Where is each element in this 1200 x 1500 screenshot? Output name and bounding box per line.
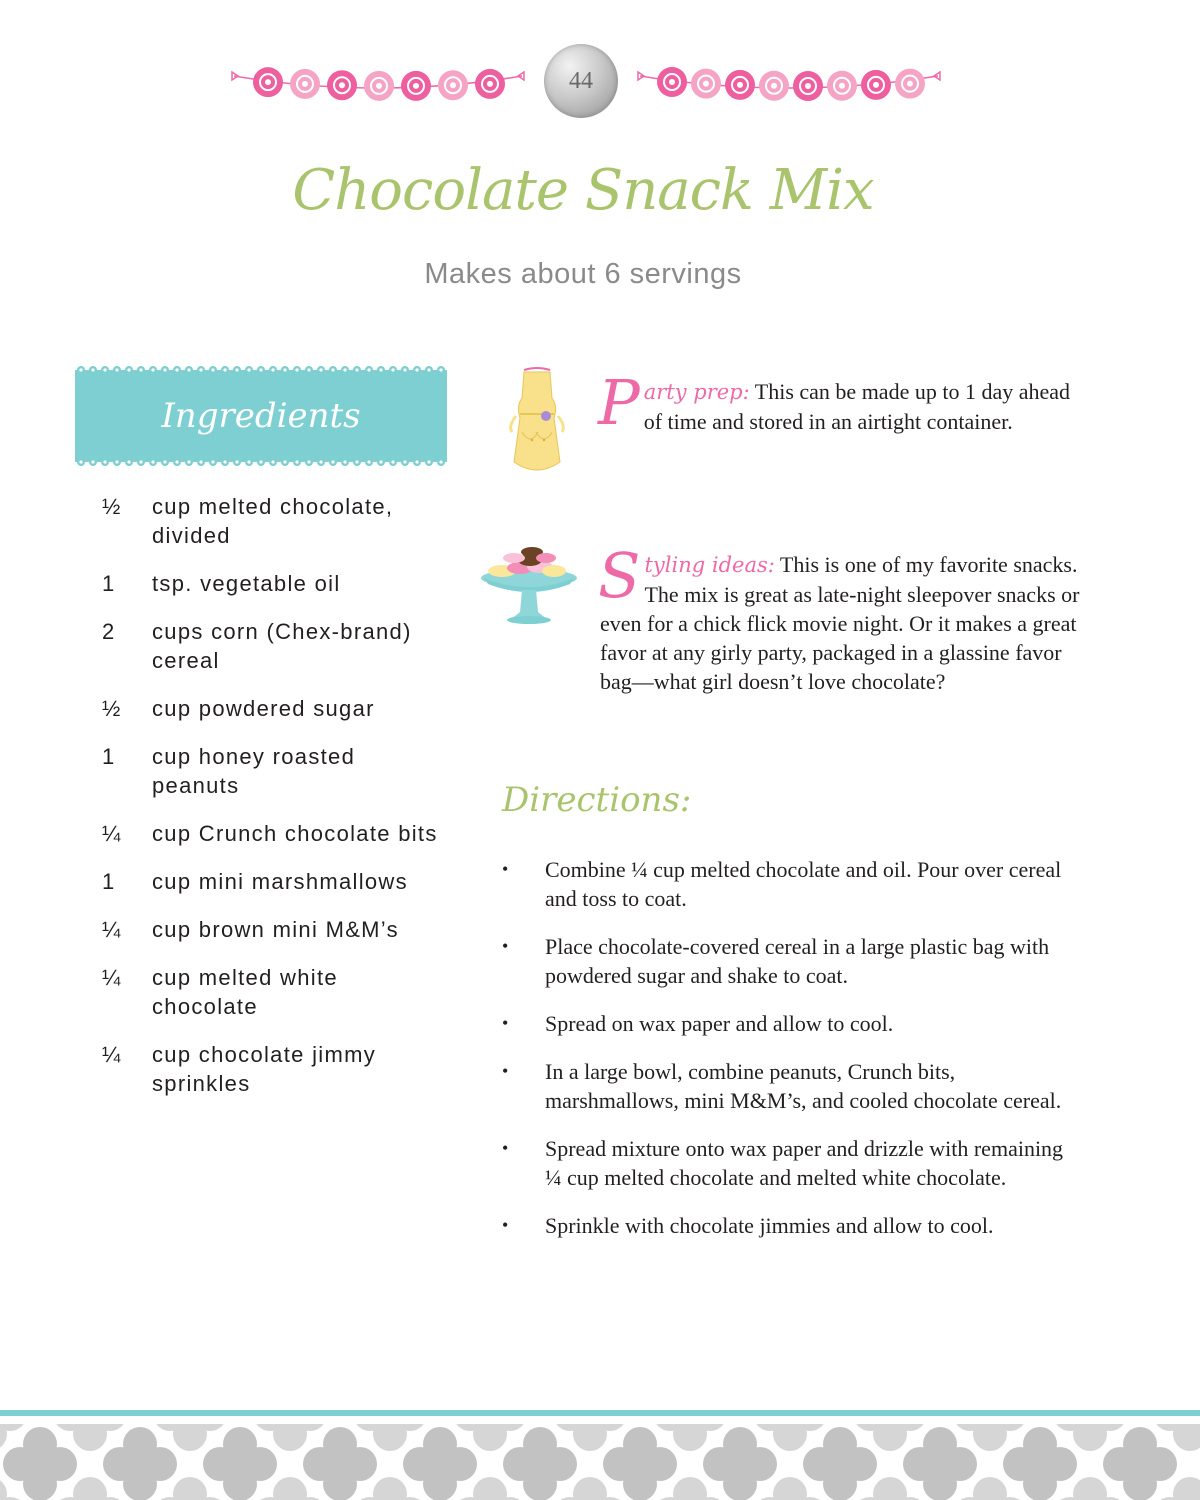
bullet-icon: • <box>502 1215 509 1235</box>
ingredient-text: cup melted chocolate, divided <box>152 494 394 548</box>
styling-ideas-dropcap: S <box>598 539 641 612</box>
garland-flower-center <box>907 81 913 87</box>
cake-stand-icon <box>474 544 584 626</box>
direction-step-text: Sprinkle with chocolate jimmies and allow to cool. <box>545 1213 994 1238</box>
ingredient-quantity: ¼ <box>102 1042 122 1067</box>
garland-flower-center <box>376 83 382 89</box>
ingredient-text: cup Crunch chocolate bits <box>152 821 438 846</box>
direction-step-text: In a large bowl, combine peanuts, Crunch bits, marshmallows, mini M&M’s, and cooled chocolate cereal. <box>545 1059 1062 1113</box>
garland-flower-center <box>413 83 419 89</box>
footer-glitter-pattern <box>0 1424 1200 1500</box>
recipe-title: Chocolate Snack Mix <box>292 158 874 223</box>
ingredient-quantity: 1 <box>102 869 116 894</box>
ingredient-item <box>102 617 442 675</box>
garland-flower-center <box>703 81 709 87</box>
ingredient-text: cup mini marshmallows <box>152 869 408 894</box>
direction-step-text: Combine ¼ cup melted chocolate and oil. Pour over cereal and toss to coat. <box>545 857 1062 911</box>
ingredient-text: cup honey roasted peanuts <box>152 744 356 798</box>
garland-flower-center <box>771 83 777 89</box>
party-prep-label: arty prep: <box>643 380 750 404</box>
garland-flower-center <box>302 81 308 87</box>
right-garland-decoration <box>634 50 944 110</box>
styling-ideas-text: This is one of my favorite snacks. The mix is great as late-night sleepover snacks or even for a chick flick movie night. Or it makes a great favor at any girly party, packaged in a glassine favor bag—what girl doesn’t love chocolate? <box>600 552 1080 694</box>
ingredient-item <box>102 819 442 848</box>
party-prep-text: This can be made up to 1 day ahead of time and stored in an airtight container. <box>643 379 1071 434</box>
ingredient-text: cup brown mini M&M’s <box>152 917 399 942</box>
ingredient-item <box>102 867 442 896</box>
direction-step-text: Spread mixture onto wax paper and drizzle with remaining ¼ cup melted chocolate and melted white chocolate. <box>545 1136 1064 1190</box>
garland-flower-center <box>737 82 743 88</box>
ingredient-text: cup powdered sugar <box>152 696 375 721</box>
bullet-icon: • <box>502 859 509 879</box>
styling-ideas-label: tyling ideas: <box>644 553 775 577</box>
ingredient-quantity: ¼ <box>102 965 122 990</box>
apron-icon <box>502 366 572 478</box>
ingredient-text: cup melted white chocolate <box>152 965 338 1019</box>
bullet-icon: • <box>502 936 509 956</box>
garland-flower-center <box>339 82 345 88</box>
garland-flower-center <box>450 82 456 88</box>
ingredient-item <box>102 742 442 800</box>
direction-step <box>502 1134 1072 1192</box>
ingredient-text: cup chocolate jimmy sprinkles <box>152 1042 376 1096</box>
page-number-badge <box>544 44 618 118</box>
garland-flower-center <box>839 83 845 89</box>
page-number: 44 <box>569 67 593 94</box>
ingredient-quantity: ½ <box>102 696 122 721</box>
direction-step-text: Place chocolate-covered cereal in a large plastic bag with powdered sugar and shake to coat. <box>545 934 1050 988</box>
servings-subtitle: Makes about 6 servings <box>424 258 742 290</box>
direction-step <box>502 855 1072 913</box>
ingredient-quantity: ½ <box>102 494 122 519</box>
party-prep-dropcap: P <box>598 366 640 439</box>
ingredient-quantity: 2 <box>102 619 116 644</box>
garland-flower-center <box>873 82 879 88</box>
garland-flower-center <box>669 79 675 85</box>
ingredient-quantity: ¼ <box>102 821 122 846</box>
party-prep-note <box>598 366 1092 439</box>
styling-ideas-note <box>598 539 1092 696</box>
garland-flower-center <box>805 83 811 89</box>
bullet-icon: • <box>502 1061 509 1081</box>
ingredient-item <box>102 963 442 1021</box>
directions-list <box>502 855 1072 1259</box>
direction-step-text: Spread on wax paper and allow to cool. <box>545 1011 894 1036</box>
ingredient-item <box>102 1040 442 1098</box>
ingredients-list <box>102 492 442 1117</box>
direction-step <box>502 1211 1072 1240</box>
ingredient-quantity: 1 <box>102 744 116 769</box>
direction-step <box>502 932 1072 990</box>
ingredient-text: cups corn (Chex-brand) cereal <box>152 619 412 673</box>
ingredient-item <box>102 492 442 550</box>
direction-step <box>502 1009 1072 1038</box>
directions-heading: Directions: <box>502 780 692 820</box>
ingredient-item <box>102 569 442 598</box>
left-garland-decoration <box>228 50 528 110</box>
ingredient-item <box>102 694 442 723</box>
ingredients-banner <box>75 370 447 462</box>
ingredient-item <box>102 915 442 944</box>
bullet-icon: • <box>502 1138 509 1158</box>
ingredient-text: tsp. vegetable oil <box>152 571 341 596</box>
footer-teal-rule <box>0 1410 1200 1416</box>
ingredients-heading: Ingredients <box>161 396 361 436</box>
direction-step <box>502 1057 1072 1115</box>
bullet-icon: • <box>502 1013 509 1033</box>
garland-flower-center <box>487 81 493 87</box>
ingredient-quantity: 1 <box>102 571 116 596</box>
ingredient-quantity: ¼ <box>102 917 122 942</box>
garland-flower-center <box>265 79 271 85</box>
